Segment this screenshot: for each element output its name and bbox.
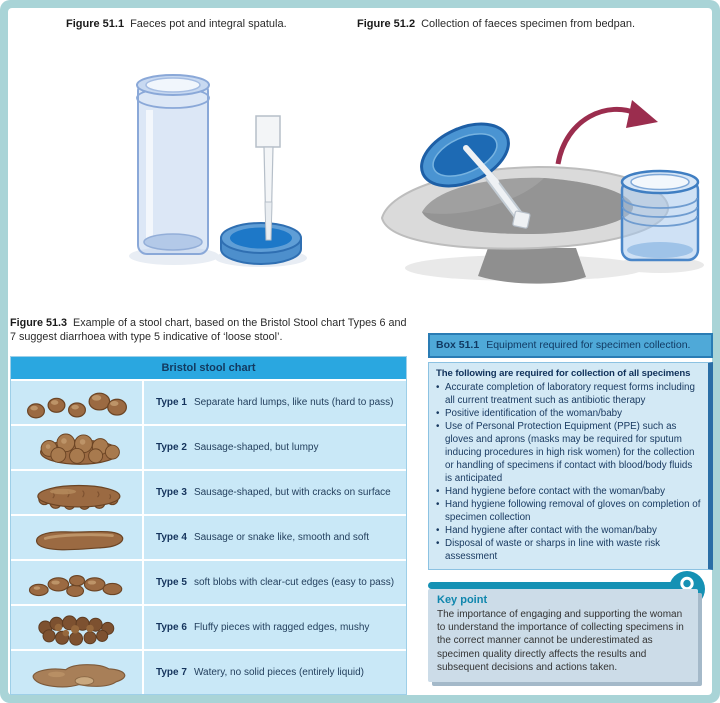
figure-51-1-caption: [66, 17, 366, 31]
key-point-accent-bar: [428, 582, 690, 589]
stool-type-description: Sausage-shaped, but lumpy: [193, 442, 319, 453]
stool-type-label: Type 5: [156, 577, 187, 588]
specimen-jar-icon: [622, 171, 698, 260]
stool-type-description: Separate hard lumps, like nuts (hard to pass): [193, 397, 394, 408]
stool-type-description: Fluffy pieces with ragged edges, mushy: [193, 622, 370, 633]
stool-type-2-icon: [11, 426, 142, 469]
stool-type-description: Watery, no solid pieces (entirely liquid): [193, 667, 365, 678]
equipment-bullet: • Hand hygiene before contact with the woman/baby: [436, 485, 702, 498]
book-page: [8, 8, 712, 695]
stool-type-5-icon: [11, 561, 142, 604]
figure-51-2-caption-text: Collection of faeces specimen from bedpan.: [421, 18, 636, 30]
equipment-bullet: • Disposal of waste or sharps in line with waste risk assessment: [436, 537, 702, 563]
stool-type-1-icon: [11, 381, 142, 424]
transfer-arrow-icon: [558, 100, 658, 164]
stool-type-4-icon: [11, 516, 142, 559]
box-51-1-body: [428, 362, 713, 570]
stool-type-7-icon: [11, 651, 142, 694]
stool-chart-row: [11, 606, 406, 649]
box-51-1-header: [428, 333, 713, 358]
stool-chart-row: [11, 651, 406, 694]
stool-type-label: Type 1: [156, 397, 187, 408]
equipment-bullet: • Positive identification of the woman/baby: [436, 407, 702, 420]
equipment-bullet: • Use of Personal Protection Equipment (PPE) such as gloves and aprons (masks may be required for sputum inducing procedures in high risk women) for the collection or handling of specimens if contact with blood/body fluids is anticipated: [436, 420, 702, 485]
stool-type-label: Type 4: [156, 532, 187, 543]
stool-type-label: Type 2: [156, 442, 187, 453]
faeces-pot-and-spatula-illustration: [96, 52, 316, 290]
figure-51-3-label: Figure 51.3: [10, 317, 68, 329]
stool-type-description: soft blobs with clear-cut edges (easy to pass): [193, 577, 395, 588]
box-51-1-title: Equipment required for specimen collection.: [486, 339, 691, 351]
figure-51-3-caption-text: Example of a stool chart, based on the Bristol Stool chart Types 6 and 7 suggest diarrhoea with type 5 indicative of ‘loose stool’.: [10, 317, 407, 343]
stool-type-description: Sausage-shaped, but with cracks on surface: [193, 487, 391, 498]
stool-chart-row: [11, 561, 406, 604]
bedpan-specimen-collection-illustration: [370, 52, 710, 290]
box-51-1-heading: The following are required for collection of all specimens: [436, 368, 691, 379]
box-51-1-label: Box 51.1: [436, 339, 480, 351]
stool-chart-row: [11, 381, 406, 424]
equipment-bullet: • Hand hygiene after contact with the woman/baby: [436, 524, 702, 537]
stool-type-description: Sausage or snake like, smooth and soft: [193, 532, 370, 543]
equipment-bullet: • Hand hygiene following removal of gloves on completion of specimen collection: [436, 498, 702, 524]
key-point-body: [428, 589, 698, 682]
stool-chart-row: [11, 516, 406, 559]
figure-51-1-caption-text: Faeces pot and integral spatula.: [130, 18, 287, 30]
equipment-bullet: • Accurate completion of laboratory request forms including all current treatment such as antibiotic therapy: [436, 381, 702, 407]
figure-51-2-caption: [357, 17, 702, 31]
key-point-callout: [428, 576, 712, 688]
figure-51-1-label: Figure 51.1: [66, 18, 125, 30]
stool-type-label: Type 7: [156, 667, 187, 678]
stool-type-label: Type 3: [156, 487, 187, 498]
stool-chart-row: [11, 471, 406, 514]
bristol-stool-chart-table: [10, 356, 407, 695]
key-point-text: The importance of engaging and supporting the woman to understand the importance of collecting specimens in the correct manner cannot be underestimated as specimen quality directly affects the results and subsequent decisions and actions taken.: [437, 609, 684, 673]
stool-type-6-icon: [11, 606, 142, 649]
stool-type-3-icon: [11, 471, 142, 514]
bristol-stool-chart-title: Bristol stool chart: [11, 357, 406, 379]
stool-chart-row: [11, 426, 406, 469]
equipment-list: [436, 381, 702, 563]
figure-51-2-label: Figure 51.2: [357, 18, 416, 30]
bristol-stool-chart-rows: [11, 381, 406, 694]
stool-type-label: Type 6: [156, 622, 187, 633]
key-point-title: Key point: [437, 594, 488, 606]
figure-51-3-caption: [10, 316, 414, 344]
